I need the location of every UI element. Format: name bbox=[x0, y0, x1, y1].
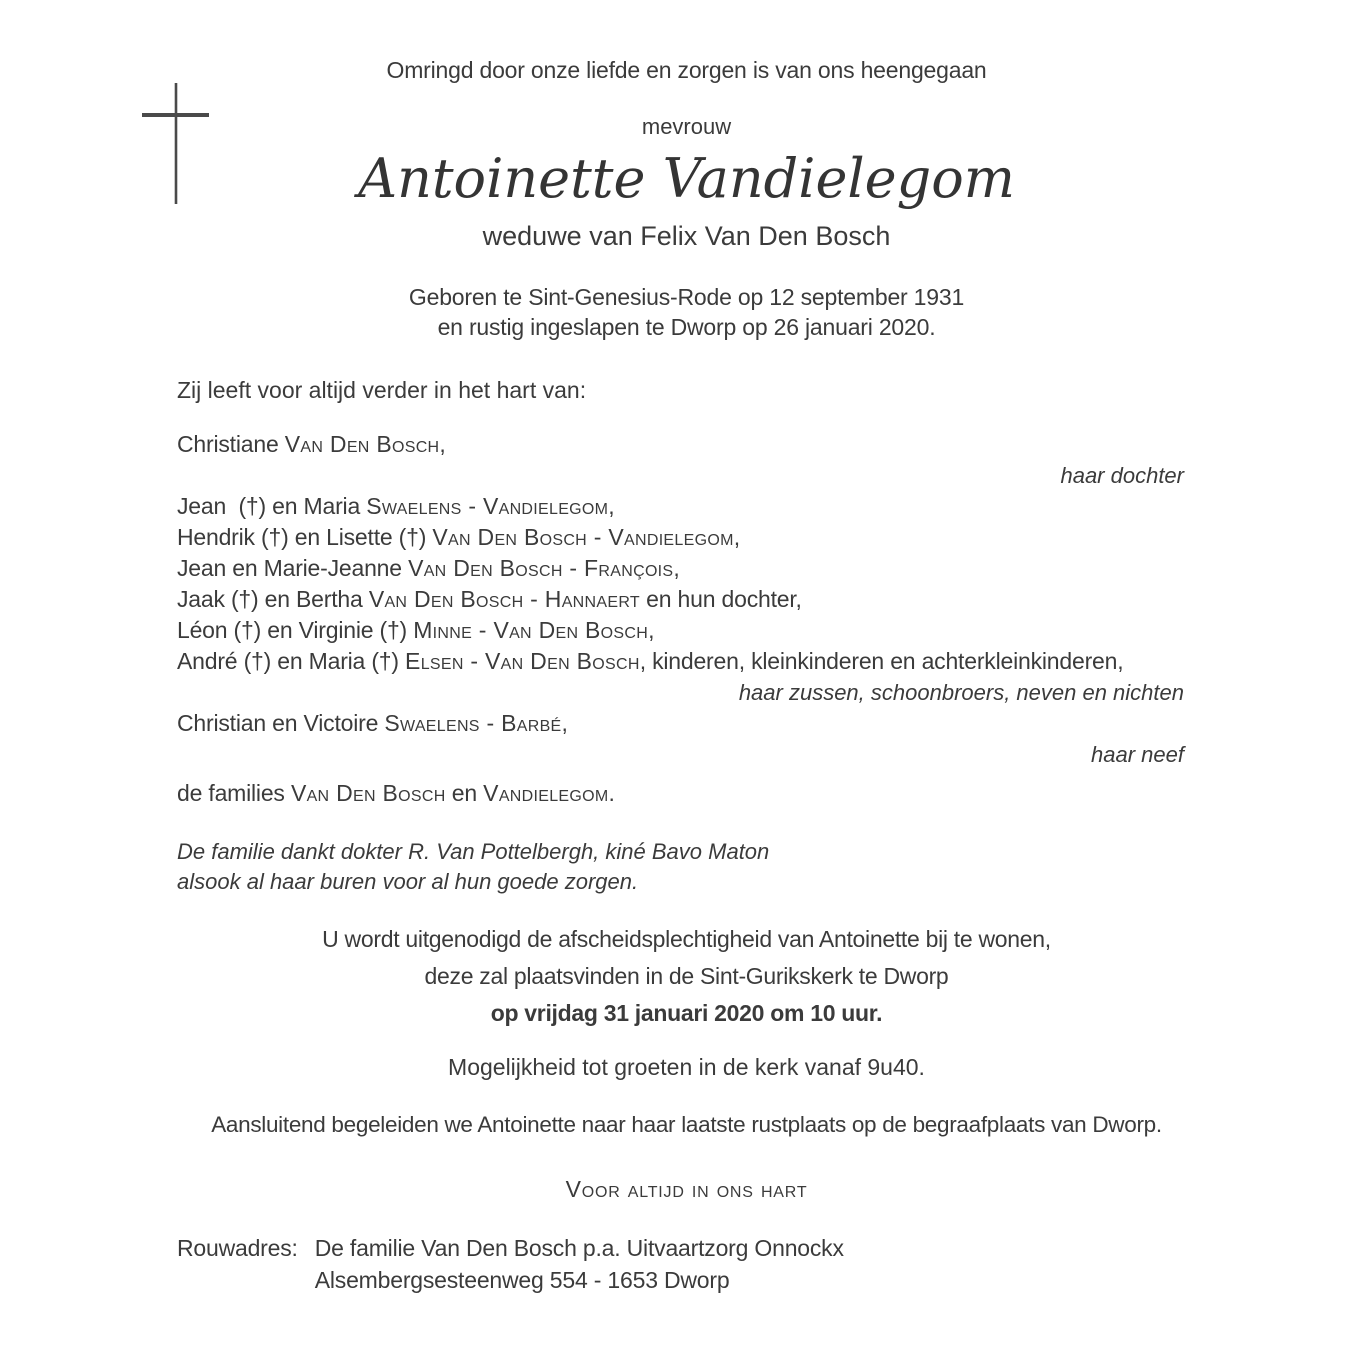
deceased-name: Antoinette Vandielegom bbox=[358, 147, 1015, 210]
mourning-address-value bbox=[315, 1232, 1196, 1296]
opening-line: Omringd door onze liefde en zorgen is van ons heengegaan bbox=[386, 57, 987, 83]
mourning-address bbox=[177, 1232, 1196, 1296]
family-line-jean-maria: Jean (†) en Maria Swaelens - Vandielegom, bbox=[177, 493, 615, 519]
greeting-line: Mogelijkheid tot groeten in de kerk vanaf 9u40. bbox=[448, 1054, 925, 1080]
family-line-jaak-bertha: Jaak (†) en Bertha Van Den Bosch - Hannaert en hun dochter, bbox=[177, 586, 802, 612]
relation-label-daughter: haar dochter bbox=[1060, 463, 1184, 488]
ceremony-datetime-line: op vrijdag 31 januari 2020 om 10 uur. bbox=[490, 1000, 883, 1026]
family-line-christian-victoire: Christian en Victoire Swaelens - Barbé, bbox=[177, 710, 568, 736]
motto-line: Voor altijd in ons hart bbox=[565, 1176, 808, 1202]
birth-line: Geboren te Sint-Genesius-Rode op 12 september 1931 bbox=[408, 284, 965, 310]
ceremony-invite-line: U wordt uitgenodigd de afscheidsplechtigheid van Antoinette bij te wonen, bbox=[322, 926, 1051, 952]
family-line-leon-virginie: Léon (†) en Virginie (†) Minne - Van Den Bosch, bbox=[177, 617, 655, 643]
mourning-address-label: Rouwadres: bbox=[177, 1235, 298, 1261]
family-line-andre-maria: André (†) en Maria (†) Elsen - Van Den Bosch, kinderen, kleinkinderen en achterkleinkinderen, bbox=[177, 648, 1124, 674]
thanks-line-1: De familie dankt dokter R. Van Pottelbergh, kiné Bavo Maton bbox=[177, 839, 770, 864]
family-line-hendrik-lisette: Hendrik (†) en Lisette (†) Van Den Bosch - Vandielegom, bbox=[177, 524, 740, 550]
intro-line: Zij leeft voor altijd verder in het hart van: bbox=[177, 377, 587, 403]
ceremony-block bbox=[177, 921, 1196, 1032]
relation-label-siblings: haar zussen, schoonbroers, neven en nichten bbox=[738, 680, 1184, 705]
thanks-line-2: alsook al haar buren voor al hun goede zorgen. bbox=[177, 869, 639, 894]
card-content bbox=[177, 0, 1196, 1296]
families-line: de families Van Den Bosch en Vandielegom. bbox=[177, 780, 615, 806]
mourning-address-line-1: De familie Van Den Bosch p.a. Uitvaartzorg Onnockx bbox=[314, 1235, 844, 1261]
burial-line: Aansluitend begeleiden we Antoinette naar haar laatste rustplaats op de begraafplaats van Dworp. bbox=[211, 1112, 1162, 1137]
relation-label-nephew: haar neef bbox=[1091, 742, 1184, 767]
family-list bbox=[177, 429, 1196, 770]
mourning-address-line-2: Alsembergsesteenweg 554 - 1653 Dworp bbox=[314, 1267, 730, 1293]
ceremony-location-line: deze zal plaatsvinden in de Sint-Gurikskerk te Dworp bbox=[424, 963, 949, 989]
widow-line: weduwe van Felix Van Den Bosch bbox=[482, 221, 891, 251]
birth-death-block bbox=[177, 282, 1196, 342]
family-line-jean-marie-jeanne: Jean en Marie-Jeanne Van Den Bosch - François, bbox=[177, 555, 680, 581]
family-line-daughter: Christiane Van Den Bosch, bbox=[177, 431, 446, 457]
thanks-note bbox=[177, 837, 1196, 897]
death-line: en rustig ingeslapen te Dworp op 26 januari 2020. bbox=[437, 314, 936, 340]
salutation: mevrouw bbox=[641, 114, 732, 139]
